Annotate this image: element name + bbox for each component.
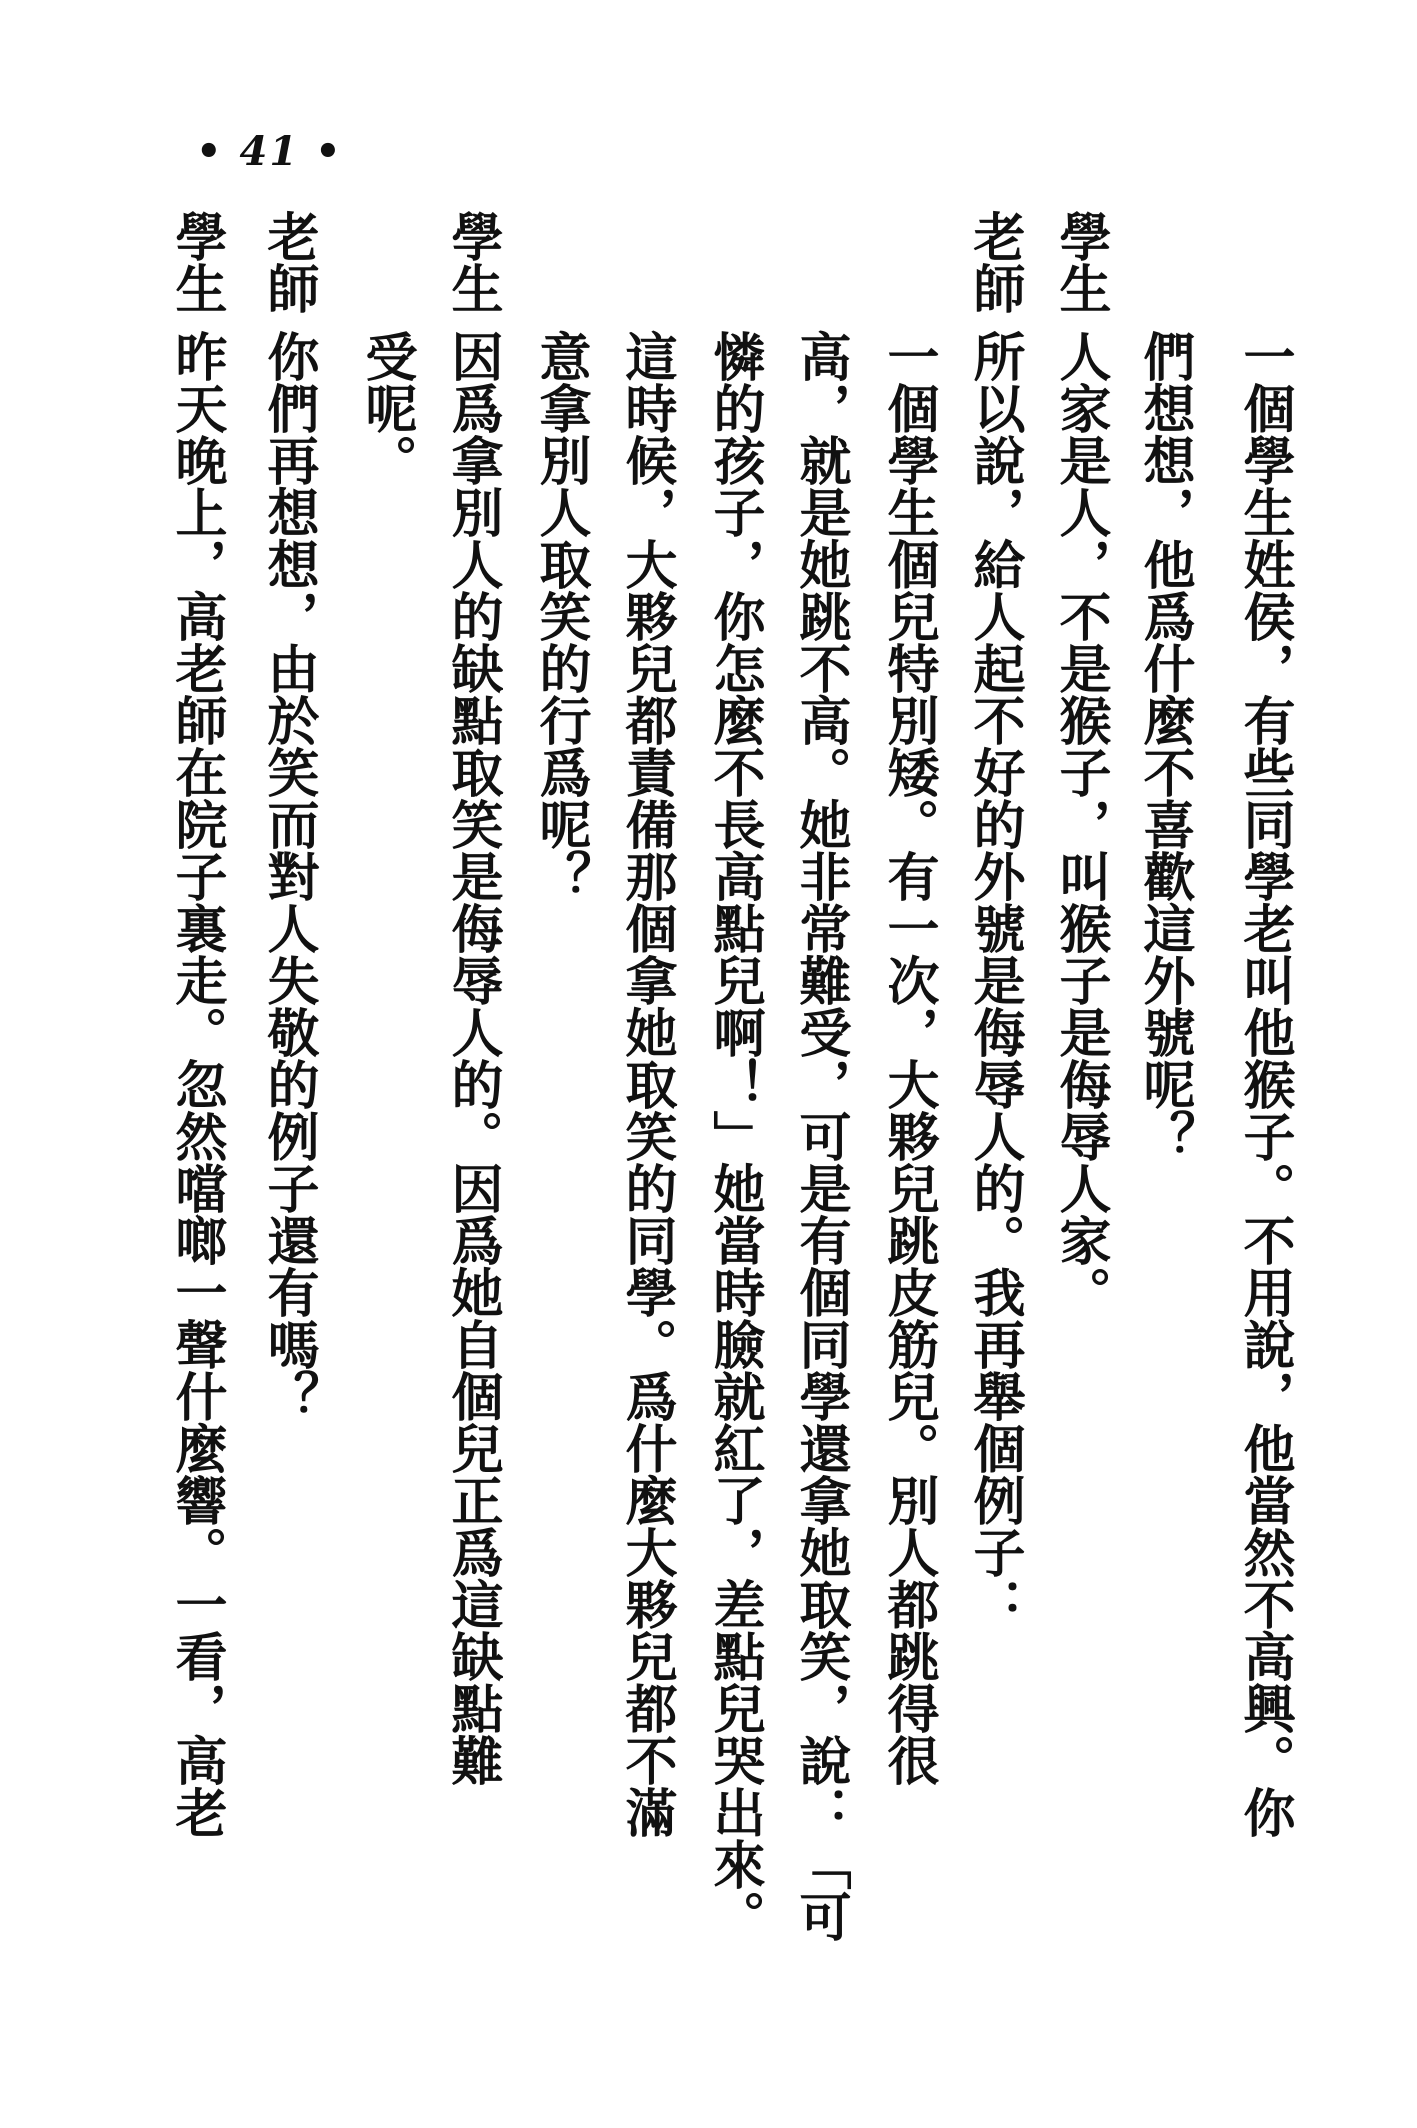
speaker-label: 學生: [442, 210, 503, 314]
text-line-13: 昨天晚上，高老師在院子裏走。忽然噹啷一聲什麼響。一看，高老: [166, 330, 227, 1838]
text-line-12: 你們再想想，由於笑而對人失敬的例子還有嗎？: [258, 330, 319, 1422]
speaker-label: 老師: [964, 210, 1025, 314]
text-line-10: 因爲拿別人的缺點取笑是侮辱人的。因爲她自個兒正爲這缺點難: [442, 330, 503, 1786]
text-line-5: 一個學生個兒特別矮。有一次，大夥兒跳皮筋兒。別人都跳得很: [878, 330, 939, 1786]
speaker-label: 老師: [258, 210, 319, 314]
text-line-2: 們想想，他爲什麼不喜歡這外號呢？: [1134, 330, 1195, 1162]
text-line-7: 憐的孩子，你怎麼不長高點兒啊！」她當時臉就紅了，差點兒哭出來。: [704, 330, 765, 1942]
text-line-4: 所以說，給人起不好的外號是侮辱人的。我再舉個例子：: [964, 330, 1025, 1630]
text-line-9: 意拿別人取笑的行爲呢？: [530, 330, 591, 902]
text-line-8: 這時候，大夥兒都責備那個拿她取笑的同學。爲什麼大夥兒都不滿: [616, 330, 677, 1838]
page-number: • 41 •: [196, 128, 343, 175]
text-line-3: 人家是人，不是猴子，叫猴子是侮辱人家。: [1050, 330, 1111, 1318]
text-line-6: 高，就是她跳不高。她非常難受，可是有個同學還拿她取笑，說：「可: [790, 330, 851, 1942]
speaker-label: 學生: [1050, 210, 1111, 314]
text-line-11: 受呢。: [356, 330, 417, 486]
text-line-1: 一個學生姓侯，有些同學老叫他猴子。不用說，他當然不高興。你: [1234, 330, 1295, 1838]
speaker-label: 學生: [166, 210, 227, 314]
